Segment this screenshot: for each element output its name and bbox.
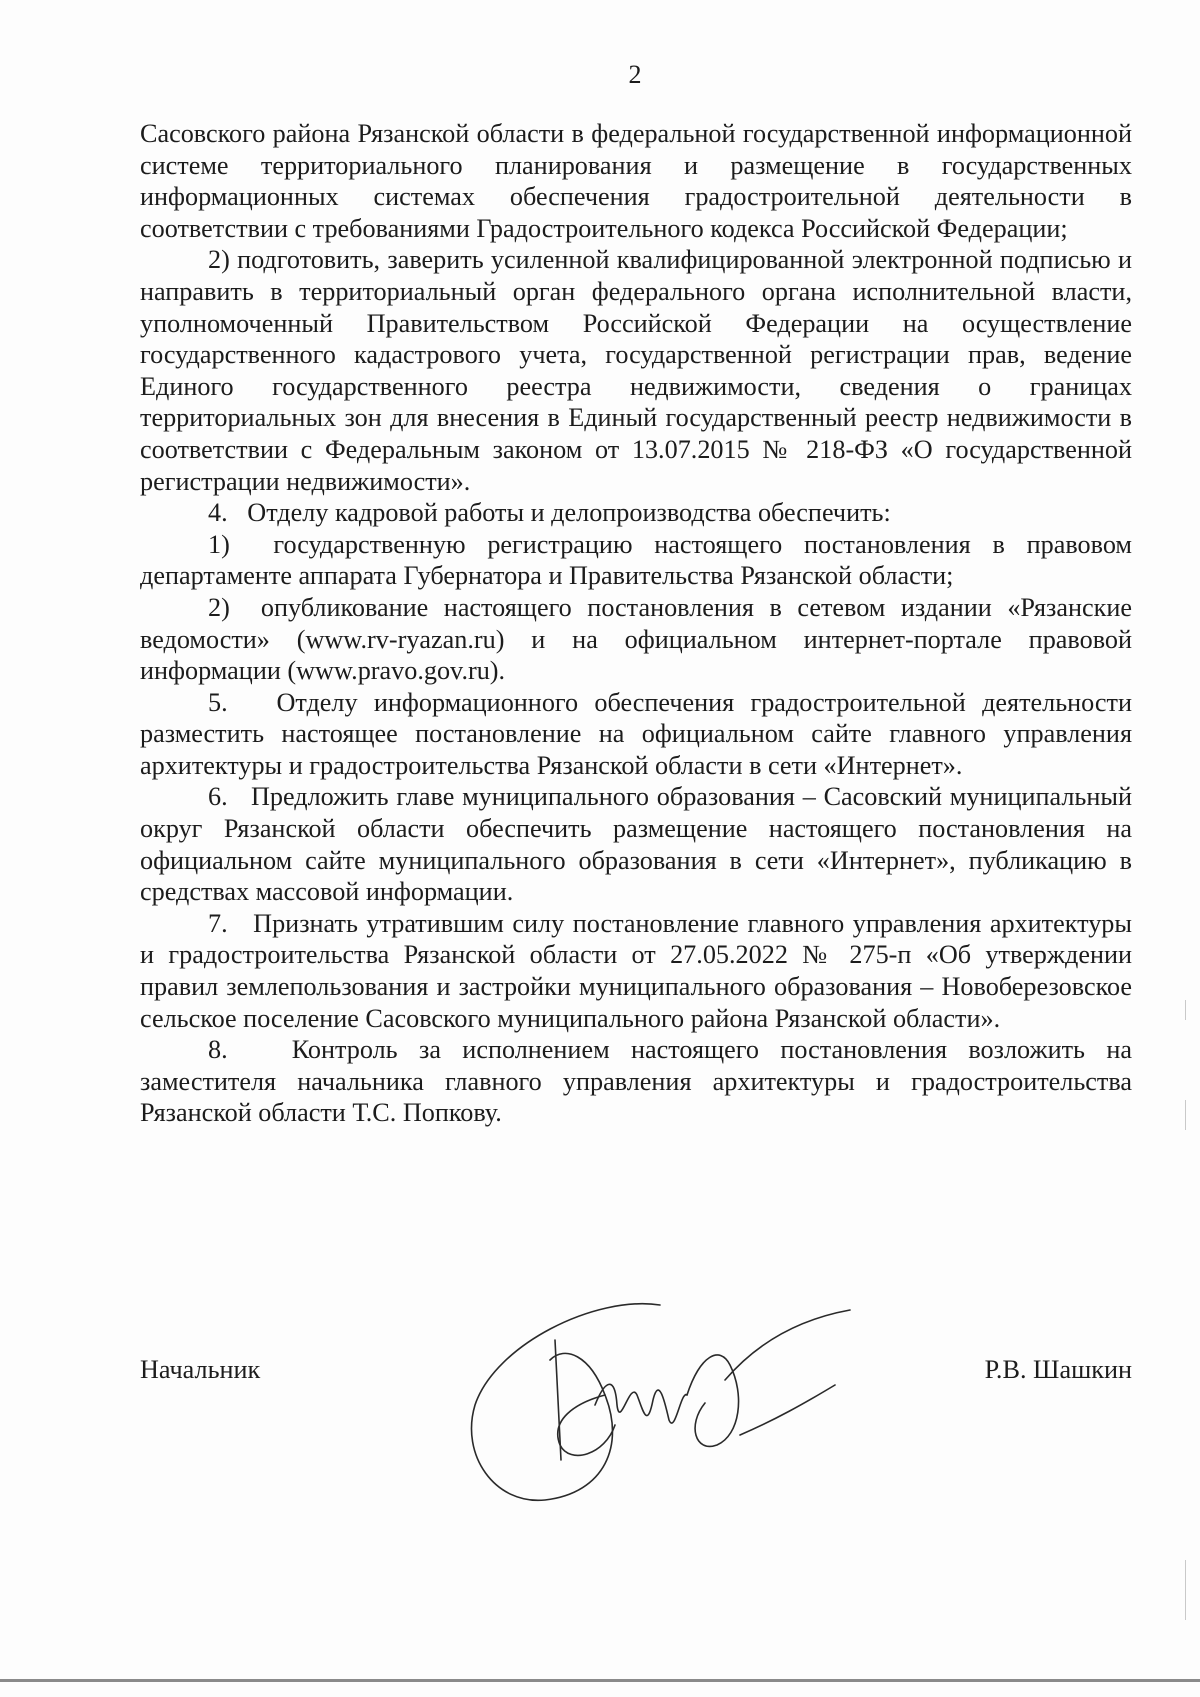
paragraph: 8. Контроль за исполнением настоящего постановления возложить на заместителя начальника главного управления архитектуры и градостроительства Рязанской области Т.С. Попкову. [140,1035,1132,1128]
scan-artifact [1185,1560,1186,1620]
page-number: 2 [628,60,642,89]
signatory-name: Р.В. Шашкин [984,1355,1132,1384]
paragraph: 2) опубликование настоящего постановления в сетевом издании «Рязанские ведомости» (www.rv-ryazan.ru) и на официальном интернет-портале правовой информации (www.pravo.gov.ru). [140,592,1132,686]
paragraph: 5. Отделу информационного обеспечения градостроительной деятельности разместить настоящее постановление на официальном сайте главного управления архитектуры и градостроительства Рязанской области в сети «Интернет». [140,687,1132,780]
paragraph: 1) государственную регистрацию настоящего постановления в правовом департаменте аппарата Губернатора и Правительства Рязанской области; [140,529,1132,591]
paragraph: Сасовского района Рязанской области в федеральной государственной информационной системе территориального планирования и размещение в государственных информационных системах обеспечения градостроительной деятельности в соответствии с требованиями Градостроительного кодекса Российской Федерации; [140,119,1132,243]
document-body [140,118,1132,1129]
paragraph: 6. Предложить главе муниципального образования – Сасовский муниципальный округ Рязанской области обеспечить размещение настоящего постановления на официальном сайте муниципального образования в сети «Интернет», публикацию в средствах массовой информации. [140,782,1132,907]
scan-edge-line [0,1679,1200,1682]
handwritten-signature [455,1285,875,1515]
scan-artifact [1185,1100,1186,1130]
paragraph: 4. Отделу кадровой работы и делопроизводства обеспечить: [208,498,891,528]
paragraph: 7. Признать утратившим силу постановление главного управления архитектуры и градостроительства Рязанской области от 27.05.2022 № 275-п «Об утверждении правил землепользования и застройки муниципального образования – Новоберезовское сельское поселение Сасовского муниципального района Рязанской области». [140,908,1132,1033]
scan-artifact [1185,1000,1186,1020]
signatory-position: Начальник [140,1355,261,1384]
paragraph: 2) подготовить, заверить усиленной квалифицированной электронной подписью и направить в территориальный орган федерального органа исполнительной власти, уполномоченный Правительством Российской Федерации на осуществление государственного кадастрового учета, государственной регистрации прав, ведение Единого государственного реестра недвижимости, сведения о границах территориальных зон для внесения в Единый государственный реестр недвижимости в соответствии с Федеральным законом от 13.07.2015 № 218-ФЗ «О государственной регистрации недвижимости». [140,245,1132,496]
